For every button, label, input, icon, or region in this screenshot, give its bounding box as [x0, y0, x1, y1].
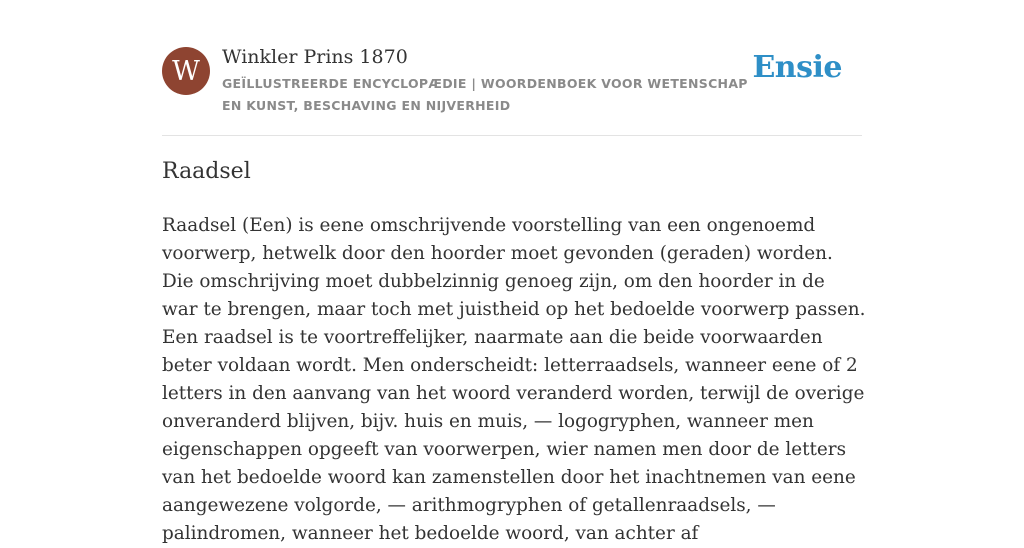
source-header — [162, 44, 862, 136]
source-avatar[interactable] — [162, 47, 210, 95]
avatar-letter: W — [172, 55, 200, 87]
entry-title: Raadsel — [162, 159, 251, 184]
entry-body: Raadsel (Een) is eene omschrijvende voorstelling van een ongenoemd voorwerp, hetwelk door den hoorder moet gevonden (geraden) worden. Die omschrijving moet dubbelzinnig genoeg zijn, om den hoorder in de war te brengen, maar toch met juistheid op het bedoelde voorwerp passen. Een raadsel is te voortreffelijker, naarmate aan die beide voorwaarden beter voldaan wordt. Men onderscheidt: letterraadsels, wanneer eene of 2 letters in den aanvang van het woord veranderd worden, terwijl de overige onveranderd blijven, bijv. huis en muis, — logogryphen, wanneer men eigenschappen opgeeft van voorwerpen, wier namen men door de letters van het bedoelde woord kan zamenstellen door het inachtnemen van eene aangewezene volgorde, — arithmogryphen of getallenraadsels, — palindromen, wanneer het bedoelde woord, van achter af — [162, 215, 866, 544]
source-subtitle: GEÏLLUSTREERDE ENCYCLOPÆDIE | WOORDENBOEK VOOR WETENSCHAP EN KUNST, BESCHAVING EN NIJVERHEID — [222, 76, 748, 113]
brand-logo-link[interactable]: Ensie — [752, 50, 842, 85]
source-title[interactable]: Winkler Prins 1870 — [222, 46, 408, 68]
header-divider — [162, 135, 862, 136]
